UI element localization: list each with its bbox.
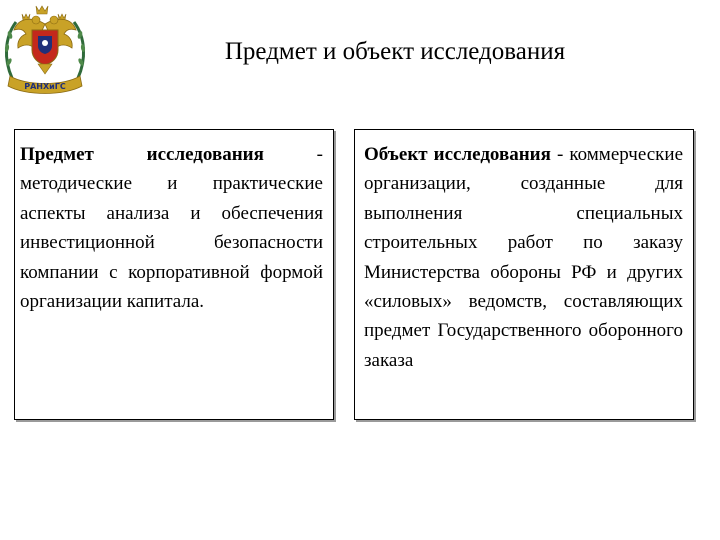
logo-ribbon-text: РАНХиГС — [24, 82, 66, 91]
ranepa-logo — [2, 0, 88, 96]
subject-lead: Предмет исследования — [20, 144, 264, 165]
subject-paragraph — [20, 140, 323, 316]
double-headed-eagle-icon — [2, 0, 88, 96]
object-paragraph — [364, 140, 683, 375]
object-lead: Объект исследования — [364, 144, 551, 165]
object-text: - коммерческие организации, созданные для выполнения специальных строительных работ по заказу Министерства обороны РФ и других «силовых» ведомств, составляющих предмет Государственного оборонного заказа — [364, 144, 684, 371]
subject-box — [14, 129, 334, 420]
subject-text: - методические и практические аспекты анализа и обеспечения инвестиционной безопасности компании с корпоративной формой организации капитала. — [20, 144, 323, 313]
page-title: Предмет и объект исследования — [224, 38, 566, 65]
object-box — [354, 129, 694, 420]
